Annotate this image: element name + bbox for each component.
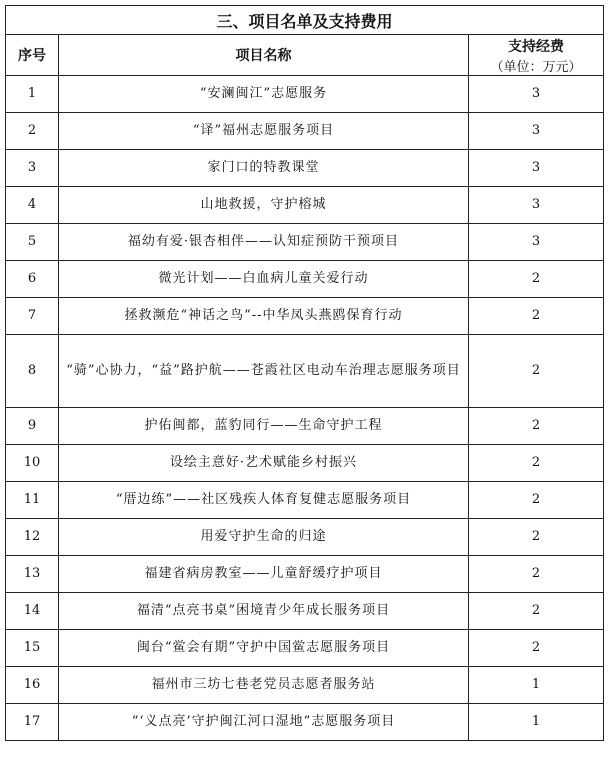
- table-title: 三、项目名单及支持费用: [6, 6, 604, 35]
- fee-cell: 2: [469, 556, 604, 593]
- fee-cell: 2: [469, 482, 604, 519]
- row-number-cell: 4: [6, 187, 59, 224]
- table-body: [6, 76, 604, 741]
- header-name: 项目名称: [59, 35, 469, 76]
- fee-cell: 3: [469, 76, 604, 113]
- fee-cell: 2: [469, 335, 604, 408]
- table-row: [6, 667, 604, 704]
- project-name-cell: 福幼有爱·银杏相伴——认知症预防干预项目: [59, 224, 469, 261]
- row-number-cell: 9: [6, 408, 59, 445]
- header-fee-unit: （单位：万元）: [490, 59, 582, 75]
- fee-cell: 3: [469, 150, 604, 187]
- project-name-cell: 福建省病房教室——儿童舒缓疗护项目: [59, 556, 469, 593]
- project-name-cell: “安澜闽江”志愿服务: [59, 76, 469, 113]
- project-name-cell: 护佑闽都，蓝豹同行——生命守护工程: [59, 408, 469, 445]
- table-row: [6, 335, 604, 408]
- project-name-cell: 家门口的特教课堂: [59, 150, 469, 187]
- project-table: [5, 5, 604, 741]
- row-number-cell: 16: [6, 667, 59, 704]
- row-number-cell: 8: [6, 335, 59, 408]
- table-row: [6, 76, 604, 113]
- project-name-cell: “骑”心协力，“益”路护航——苍霞社区电动车治理志愿服务项目: [59, 335, 469, 408]
- project-name-cell: “译”福州志愿服务项目: [59, 113, 469, 150]
- project-name-cell: 闽台“鲎会有期”守护中国鲎志愿服务项目: [59, 630, 469, 667]
- row-number-cell: 15: [6, 630, 59, 667]
- project-name-cell: “‘义点亮’守护闽江河口湿地”志愿服务项目: [59, 704, 469, 741]
- fee-cell: 2: [469, 519, 604, 556]
- table-row: [6, 408, 604, 445]
- row-number-cell: 3: [6, 150, 59, 187]
- row-number-cell: 2: [6, 113, 59, 150]
- header-fee: [469, 35, 604, 76]
- project-name-cell: 微光计划——白血病儿童关爱行动: [59, 261, 469, 298]
- row-number-cell: 12: [6, 519, 59, 556]
- table-row: [6, 224, 604, 261]
- row-number-cell: 1: [6, 76, 59, 113]
- table-row: [6, 482, 604, 519]
- header-fee-label: 支持经费: [508, 38, 564, 55]
- fee-cell: 2: [469, 630, 604, 667]
- fee-cell: 3: [469, 187, 604, 224]
- table-row: [6, 298, 604, 335]
- fee-cell: 3: [469, 224, 604, 261]
- header-row: [6, 35, 604, 76]
- row-number-cell: 17: [6, 704, 59, 741]
- table-row: [6, 556, 604, 593]
- table-row: [6, 113, 604, 150]
- row-number-cell: 13: [6, 556, 59, 593]
- row-number-cell: 7: [6, 298, 59, 335]
- project-name-cell: “厝边练”——社区残疾人体育复健志愿服务项目: [59, 482, 469, 519]
- project-name-cell: 设绘主意好·艺术赋能乡村振兴: [59, 445, 469, 482]
- table-row: [6, 593, 604, 630]
- table-row: [6, 630, 604, 667]
- project-name-cell: 福清“点亮书桌”困境青少年成长服务项目: [59, 593, 469, 630]
- table-row: [6, 445, 604, 482]
- table-row: [6, 704, 604, 741]
- table-row: [6, 187, 604, 224]
- row-number-cell: 11: [6, 482, 59, 519]
- fee-cell: 2: [469, 408, 604, 445]
- fee-cell: 1: [469, 667, 604, 704]
- project-name-cell: 山地救援，守护榕城: [59, 187, 469, 224]
- fee-cell: 2: [469, 298, 604, 335]
- fee-cell: 3: [469, 113, 604, 150]
- fee-cell: 2: [469, 593, 604, 630]
- fee-cell: 2: [469, 261, 604, 298]
- row-number-cell: 14: [6, 593, 59, 630]
- table-row: [6, 150, 604, 187]
- table-row: [6, 519, 604, 556]
- table-row: [6, 261, 604, 298]
- project-name-cell: 福州市三坊七巷老党员志愿者服务站: [59, 667, 469, 704]
- project-name-cell: 拯救濒危“神话之鸟”--中华凤头燕鸥保育行动: [59, 298, 469, 335]
- fee-cell: 2: [469, 445, 604, 482]
- row-number-cell: 6: [6, 261, 59, 298]
- fee-cell: 1: [469, 704, 604, 741]
- header-no: 序号: [6, 35, 59, 76]
- row-number-cell: 5: [6, 224, 59, 261]
- row-number-cell: 10: [6, 445, 59, 482]
- project-name-cell: 用爱守护生命的归途: [59, 519, 469, 556]
